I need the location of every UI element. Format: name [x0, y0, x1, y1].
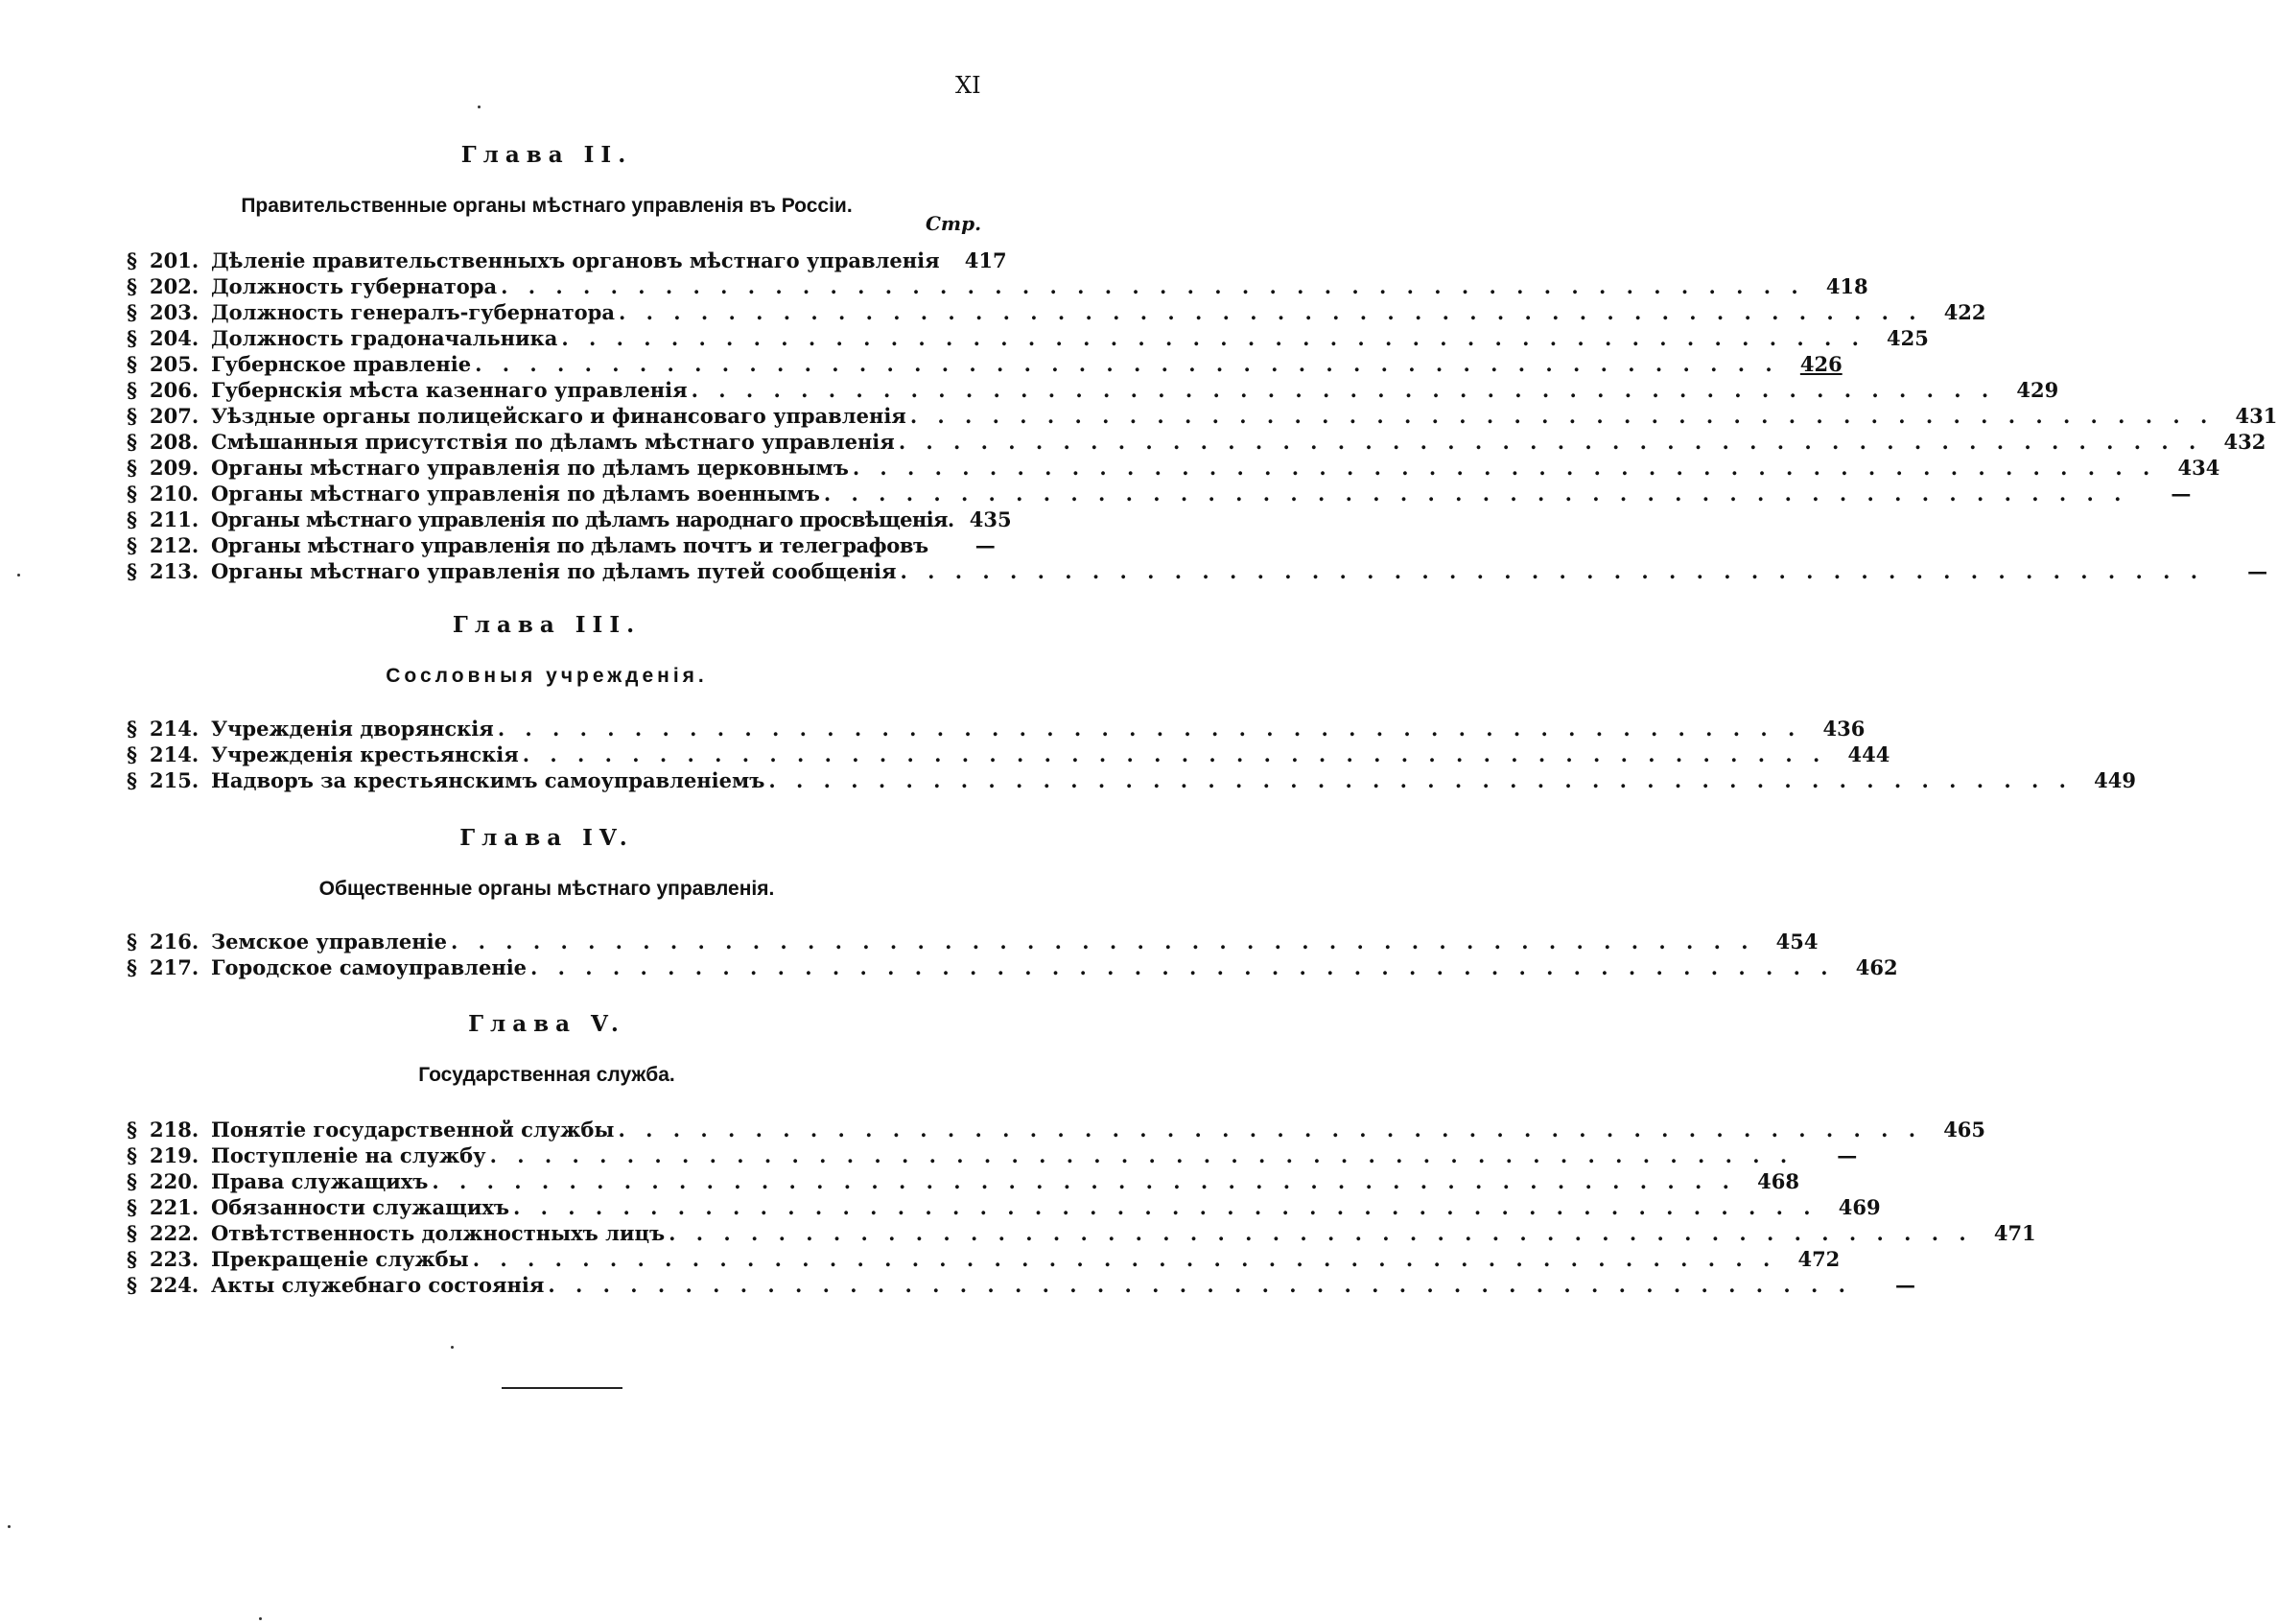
- section-sign: §: [127, 768, 137, 792]
- entry-title: Акты служебнаго состоянія: [211, 1273, 545, 1297]
- entry-page: 432: [2223, 430, 2266, 454]
- toc-entry[interactable]: [127, 767, 2136, 793]
- toc-entry[interactable]: [127, 1220, 2036, 1246]
- dot-leader: . . . . . . . . . . . . . . . . . . . . . . . . . . . . . . . . . . . . . . . . . . . . . . . .: [489, 1143, 1795, 1167]
- entry-page: 465: [1943, 1118, 1986, 1142]
- chapter-heading: Глава V.: [468, 1011, 625, 1037]
- section-sign: §: [127, 1247, 137, 1271]
- dot-leader: . . . . . . . . . . . . . . . . . . . . . . . . . . . . . . . . . . . . . . . . . . . . . . . .: [530, 955, 1835, 979]
- chapter-2-entries: [127, 247, 2277, 584]
- entry-number: 222.: [150, 1221, 200, 1245]
- section-sign: §: [127, 430, 137, 454]
- dot-leader: . . . . . . . . . . . . . . . . . . . . . . . . . . . . . . . . . . . . . . . . . . . . . . . .: [909, 404, 2215, 428]
- entry-page: 425: [1887, 326, 1929, 350]
- chapter-5-entries: [127, 1117, 2036, 1298]
- section-sign: §: [127, 507, 137, 531]
- entry-number: 214.: [150, 742, 200, 766]
- entry-number: 203.: [150, 300, 200, 324]
- entry-number: 210.: [150, 482, 200, 506]
- chapter-5-header: [0, 1011, 1093, 1088]
- closing-rule: [502, 1387, 622, 1389]
- section-sign: §: [127, 300, 137, 324]
- entry-page: 418: [1825, 274, 1868, 298]
- entry-title: Надворъ за крестьянскимъ самоуправленіемъ: [211, 768, 765, 792]
- section-sign: §: [127, 533, 137, 557]
- dot-leader: . . . . . . . . . . . . . . . . . . . . . . . . . . . . . . . . . . . . . . . . . . . . . . . .: [691, 378, 1996, 402]
- toc-entry[interactable]: [127, 455, 2220, 481]
- scan-speck: [259, 1617, 262, 1620]
- toc-entry[interactable]: [127, 716, 1866, 741]
- section-sign: §: [127, 352, 137, 376]
- section-sign: §: [127, 1273, 137, 1297]
- entry-number: 204.: [150, 326, 200, 350]
- entry-title: Органы мѣстнаго управленія по дѣламъ почтъ и телеграфовъ: [211, 533, 928, 557]
- entry-page: —: [2171, 482, 2192, 506]
- entry-title: Обязанности служащихъ: [211, 1195, 510, 1219]
- entry-title: Отвѣтственность должностныхъ лицъ: [211, 1221, 666, 1245]
- toc-entry[interactable]: [127, 247, 1007, 273]
- toc-entry[interactable]: [127, 1194, 1881, 1220]
- entry-number: 217.: [150, 955, 200, 979]
- entry-number: 208.: [150, 430, 200, 454]
- dot-leader: . . . . . . . . . . . . . . . . . . . . . . . . . . . . . . . . . . . . . . . . . . . . . . . .: [513, 1195, 1818, 1219]
- section-sign: §: [127, 1143, 137, 1167]
- toc-entry[interactable]: [127, 1272, 1915, 1298]
- section-sign: §: [127, 1118, 137, 1142]
- entry-title: Органы мѣстнаго управленія по дѣламъ путей сообщенія: [211, 559, 897, 583]
- toc-entry[interactable]: [127, 741, 1890, 767]
- dot-leader: . . . . . . . . . . . . . . . . . . . . . . . . . . . . . . . . . . . . . . . . . . . . . . . .: [618, 1118, 1923, 1142]
- chapter-3-entries: [127, 716, 2136, 793]
- chapter-heading: Глава III.: [452, 612, 642, 638]
- page-number: XI: [955, 72, 981, 99]
- entry-page: 444: [1847, 742, 1890, 766]
- entry-title: Должность генералъ-губернатора: [211, 300, 615, 324]
- toc-entry[interactable]: [127, 558, 2268, 584]
- entry-title: Прекращеніе службы: [211, 1247, 469, 1271]
- entry-title: Смѣшанныя присутствія по дѣламъ мѣстнаго управленія: [211, 430, 895, 454]
- dot-leader: . . . . . . . . . . . . . . . . . . . . . . . . . . . . . . . . . . . . . . . . . . . . . . . .: [450, 930, 1755, 953]
- entry-page: 462: [1855, 955, 1898, 979]
- chapter-title: Сословныя учрежденія.: [386, 665, 708, 687]
- dot-leader: . . . . . . . . . . . . . . . . . . . . . . . . . . . . . . . . . . . . . . . . . . . . . . . .: [852, 456, 2157, 480]
- chapter-2-header: [0, 142, 1093, 219]
- entry-number: 219.: [150, 1143, 200, 1167]
- section-sign: §: [127, 1221, 137, 1245]
- entry-title: Губернское правленіе: [211, 352, 472, 376]
- entry-number: 207.: [150, 404, 200, 428]
- chapter-heading: Глава II.: [460, 142, 633, 168]
- entry-title: Должность градоначальника: [211, 326, 558, 350]
- dot-leader: . . . . . . . . . . . . . . . . . . . . . . . . . . . . . . . . . . . . . . . . . . . . . . . .: [522, 742, 1827, 766]
- section-sign: §: [127, 378, 137, 402]
- scan-speck: [17, 574, 20, 577]
- page-column-label: Стр.: [926, 212, 982, 235]
- entry-title: Органы мѣстнаго управленія по дѣламъ народнаго просвѣщенія.: [211, 507, 954, 531]
- section-sign: §: [127, 326, 137, 350]
- entry-page: 417: [964, 248, 1007, 272]
- dot-leader: . . . . . . . . . . . . . . . . . . . . . . . . . . . . . . . . . . . . . . . . . . . . . . . .: [497, 717, 1802, 741]
- toc-entry[interactable]: [127, 273, 1868, 299]
- dot-leader: . . . . . . . . . . . . . . . . . . . . . . . . . . . . . . . . . . . . . . . . . . . . . . . .: [900, 559, 2205, 583]
- chapter-title: Государственная служба.: [418, 1064, 675, 1086]
- entry-page: —: [1894, 1273, 1915, 1297]
- entry-number: 216.: [150, 930, 200, 953]
- toc-entry[interactable]: [127, 1117, 1986, 1142]
- entry-title: Земское управленіе: [211, 930, 447, 953]
- entry-number: 220.: [150, 1169, 200, 1193]
- toc-entry[interactable]: [127, 954, 1898, 980]
- entry-number: 215.: [150, 768, 200, 792]
- entry-page: 449: [2094, 768, 2136, 792]
- dot-leader: . . . . . . . . . . . . . . . . . . . . . . . . . . . . . . . . . . . . . . . . . . . . . . . .: [432, 1169, 1736, 1193]
- entry-title: Городское самоуправленіе: [211, 955, 528, 979]
- chapter-4-entries: [127, 929, 1898, 980]
- scan-speck: [8, 1525, 11, 1528]
- toc-entry[interactable]: [127, 429, 2266, 455]
- chapter-title: Общественные органы мѣстнаго управленія.: [318, 878, 775, 900]
- entry-title: Уѣздные органы полицейскаго и финансоваго управленія: [211, 404, 906, 428]
- toc-entry[interactable]: [127, 929, 1819, 954]
- entry-page: 454: [1775, 930, 1819, 953]
- entry-number: 213.: [150, 559, 200, 583]
- entry-page: —: [974, 533, 996, 557]
- entry-page: 434: [2177, 456, 2220, 480]
- entry-page: 436: [1822, 717, 1866, 741]
- entry-page: 435: [969, 507, 1012, 531]
- dot-leader: . . . . . . . . . . . . . . . . . . . . . . . . . . . . . . . . . . . . . . . . . . . . . . . .: [475, 352, 1779, 376]
- entry-title: Поступленіе на службу: [211, 1143, 486, 1167]
- entry-title: Органы мѣстнаго управленія по дѣламъ военнымъ: [211, 482, 820, 506]
- dot-leader: . . . . . . . . . . . . . . . . . . . . . . . . . . . . . . . . . . . . . . . . . . . . . . . .: [501, 274, 1805, 298]
- entry-title: Понятіе государственной службы: [211, 1118, 615, 1142]
- entry-page: 468: [1757, 1169, 1799, 1193]
- entry-number: 206.: [150, 378, 200, 402]
- toc-entry[interactable]: [127, 532, 996, 558]
- chapter-heading: Глава IV.: [459, 825, 634, 851]
- toc-entry[interactable]: [127, 377, 2059, 403]
- entry-title: Губернскія мѣста казеннаго управленія: [211, 378, 688, 402]
- toc-entry[interactable]: [127, 351, 1843, 377]
- entry-number: 212.: [150, 533, 200, 557]
- section-sign: §: [127, 742, 137, 766]
- entry-number: 221.: [150, 1195, 200, 1219]
- section-sign: §: [127, 456, 137, 480]
- dot-leader: . . . . . . . . . . . . . . . . . . . . . . . . . . . . . . . . . . . . . . . . . . . . . . . .: [472, 1247, 1777, 1271]
- entry-page: 429: [2016, 378, 2059, 402]
- scan-speck: [478, 106, 481, 108]
- entry-page: —: [2247, 559, 2268, 583]
- toc-entry[interactable]: [127, 481, 2192, 506]
- entry-number: 224.: [150, 1273, 200, 1297]
- entry-title: Учрежденія дворянскія: [211, 717, 494, 741]
- entry-page: 431: [2235, 404, 2277, 428]
- entry-page: 469: [1838, 1195, 1881, 1219]
- entry-number: 201.: [150, 248, 200, 272]
- entry-page: 472: [1797, 1247, 1841, 1271]
- entry-number: 211.: [150, 507, 200, 531]
- dot-leader: . . . . . . . . . . . . . . . . . . . . . . . . . . . . . . . . . . . . . . . . . . . . . . . .: [768, 768, 2073, 792]
- entry-number: 209.: [150, 456, 200, 480]
- toc-entry[interactable]: [127, 325, 1929, 351]
- dot-leader: . . . . . . . . . . . . . . . . . . . . . . . . . . . . . . . . . . . . . . . . . . . . . . . .: [561, 326, 1866, 350]
- toc-entry[interactable]: [127, 403, 2277, 429]
- section-sign: §: [127, 482, 137, 506]
- dot-leader: . . . . . . . . . . . . . . . . . . . . . . . . . . . . . . . . . . . . . . . . . . . . . . . .: [823, 482, 2128, 506]
- entry-title: Дѣленіе правительственныхъ органовъ мѣстнаго управленія: [211, 248, 940, 272]
- entry-title: Должность губернатора: [211, 274, 498, 298]
- section-sign: §: [127, 248, 137, 272]
- section-sign: §: [127, 955, 137, 979]
- entry-title: Права служащихъ: [211, 1169, 429, 1193]
- entry-page: 422: [1943, 300, 1986, 324]
- toc-entry[interactable]: [127, 1246, 1841, 1272]
- entry-number: 223.: [150, 1247, 200, 1271]
- entry-title: Органы мѣстнаго управленія по дѣламъ церковнымъ: [211, 456, 849, 480]
- section-sign: §: [127, 559, 137, 583]
- toc-entry[interactable]: [127, 1142, 1858, 1168]
- entry-number: 205.: [150, 352, 200, 376]
- entry-page: 471: [1993, 1221, 2036, 1245]
- section-sign: §: [127, 1195, 137, 1219]
- section-sign: §: [127, 1169, 137, 1193]
- section-sign: §: [127, 930, 137, 953]
- chapter-3-header: [0, 612, 1093, 689]
- entry-page: 426: [1799, 352, 1843, 376]
- entry-number: 214.: [150, 717, 200, 741]
- entry-number: 218.: [150, 1118, 200, 1142]
- dot-leader: . . . . . . . . . . . . . . . . . . . . . . . . . . . . . . . . . . . . . . . . . . . . . . . .: [618, 300, 1923, 324]
- toc-entry[interactable]: [127, 506, 1012, 532]
- chapter-4-header: [0, 825, 1093, 902]
- entry-page: —: [1837, 1143, 1858, 1167]
- entry-number: 202.: [150, 274, 200, 298]
- toc-entry[interactable]: [127, 299, 1986, 325]
- dot-leader: . . . . . . . . . . . . . . . . . . . . . . . . . . . . . . . . . . . . . . . . . . . . . . . .: [898, 430, 2203, 454]
- toc-entry[interactable]: [127, 1168, 1799, 1194]
- dot-leader: . . . . . . . . . . . . . . . . . . . . . . . . . . . . . . . . . . . . . . . . . . . . . . . .: [669, 1221, 1973, 1245]
- section-sign: §: [127, 717, 137, 741]
- scan-speck: [451, 1346, 454, 1349]
- section-sign: §: [127, 274, 137, 298]
- chapter-title: Правительственные органы мѣстнаго управленія въ Россіи.: [241, 195, 853, 217]
- section-sign: §: [127, 404, 137, 428]
- entry-title: Учрежденія крестьянскія: [211, 742, 519, 766]
- dot-leader: . . . . . . . . . . . . . . . . . . . . . . . . . . . . . . . . . . . . . . . . . . . . . . . .: [548, 1273, 1852, 1297]
